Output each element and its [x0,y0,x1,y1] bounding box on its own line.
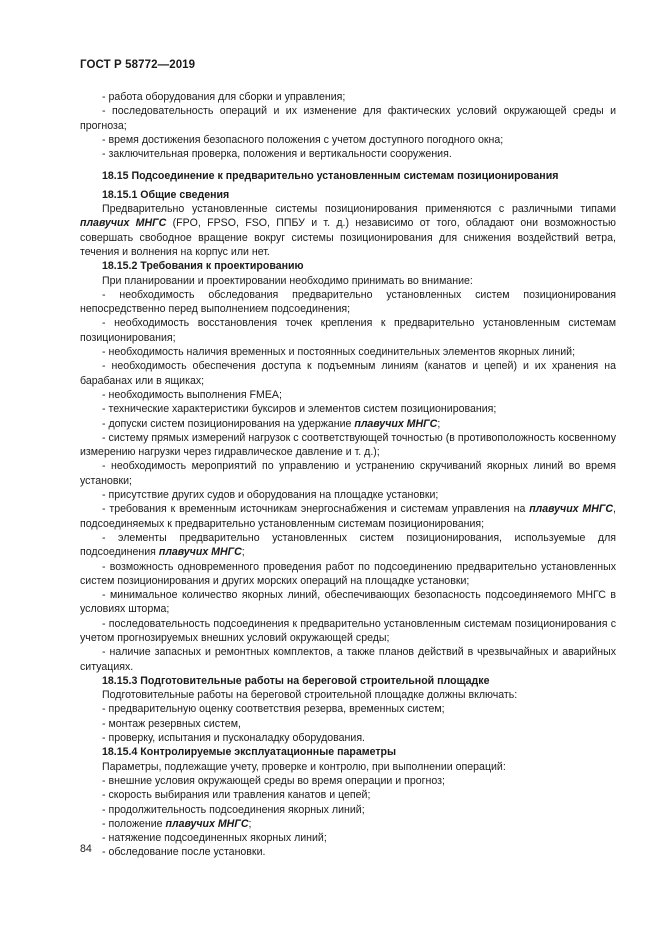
paragraph: Предварительно установленные системы позиционирования применяются с различными типами плавучих МНГС (FPO, FPSO, FSO, ППБУ и т. д.) независимо от того, обладают они возможностью совершать свободное вращение вокруг системы позиционирования для снижения воздействий ветра, течения и волнения на корпус или нет. [80,203,617,258]
list-item: - обследование после установки. [102,846,266,859]
list-item: - монтаж резервных систем, [102,717,241,730]
list-item: - технические характеристики буксиров и элементов систем позиционирования; [102,403,497,416]
list-item: - проверку, испытания и пусконаладку оборудования. [102,732,365,745]
list-item: - систему прямых измерений нагрузок с соответствующей точностью (в противоположность косвенному измерению нагрузки через гидравлическое давление и т. д.); [80,431,616,459]
page-number: 84 [80,843,92,855]
list-item: - элементы предварительно установленных систем позиционирования, используемые для подсоединения плавучих МНГС; [80,531,616,559]
subsection-heading-18-15-4: 18.15.4 Контролируемые эксплуатационные параметры [102,746,397,759]
list-item: - необходимость восстановления точек крепления к предварительно установленным системам позиционирования; [80,317,616,344]
paragraph: При планировании и проектировании необходимо принимать во внимание: [102,274,473,287]
list-item: - работа оборудования для сборки и управления; [102,91,346,103]
term-floating-mngs: плавучих МНГС [354,417,438,430]
list-item: - присутствие других судов и оборудования на площадке установки; [102,489,439,502]
section-heading-18-15: 18.15 Подсоединение к предварительно установленным системам позиционирования [102,170,559,183]
list-item: - последовательность операций и их изменение для фактических условий окружающей среды и прогноза; [80,105,616,132]
paragraph: Подготовительные работы на береговой строительной площадке должны включать: [102,689,518,702]
list-item: - заключительная проверка, положения и вертикальности сооружения. [102,148,452,161]
paragraph: Параметры, подлежащие учету, проверке и контролю, при выполнении операций: [102,760,506,773]
subsection-heading-18-15-2: 18.15.2 Требования к проектированию [102,260,304,273]
list-item: - скорость выбирания или травления канатов и цепей; [102,789,371,802]
list-item: - требования к временным источникам энергоснабжения и системам управления на плавучих МНГС, подсоединяемых к предварительно установленным системам позиционирования; [80,503,616,530]
subsection-heading-18-15-1: 18.15.1 Общие сведения [102,188,230,201]
list-item: - необходимость наличия временных и постоянных соединительных элементов якорных линий; [102,346,576,359]
list-item: - допуски систем позиционирования на удержание плавучих МНГС; [102,417,441,430]
list-item: - необходимость обеспечения доступа к подъемным линиям (канатов и цепей) и их хранения на барабанах или в ящиках; [80,360,616,387]
subsection-heading-18-15-3: 18.15.3 Подготовительные работы на береговой строительной площадке [102,674,490,687]
term-floating-mngs: плавучих МНГС [165,817,249,830]
list-item: - внешние условия окружающей среды во время операции и прогноз; [102,774,445,787]
term-floating-mngs: плавучих МНГС [80,217,167,230]
standard-header: ГОСТ Р 58772—2019 [80,59,196,71]
term-floating-mngs: плавучих МНГС [158,546,242,559]
list-item: - натяжение подсоединенных якорных линий; [102,832,327,845]
list-item: - возможность одновременного проведения работ по подсоединению предварительно установленных систем позиционирования и других морских операций на площадке установки; [80,560,616,587]
list-item: - необходимость обследования предварительно установленных систем позиционирования непосредственно перед выполнением подсоединения; [80,288,616,316]
list-item: - продолжительность подсоединения якорных линий; [102,803,365,816]
list-item: - предварительную оценку соответствия резерва, временных систем; [102,703,445,716]
list-item: - минимальное количество якорных линий, обеспечивающих безопасность подсоединяемого МНГС в условиях шторма; [80,589,616,616]
list-item: - последовательность подсоединения к предварительно установленным системам позиционирования с учетом прогнозируемых внешних условий окружающей среды; [80,617,616,644]
list-item: - положение плавучих МНГС; [102,817,252,830]
list-item: - необходимость выполнения FMEA; [102,388,282,401]
list-item: - время достижения безопасного положения с учетом доступного погодного окна; [102,133,504,146]
list-item: - необходимость мероприятий по управлению и устранению скручиваний якорных линий во время установки; [80,460,616,487]
list-item: - наличие запасных и ремонтных комплектов, а также планов действий в чрезвычайных и аварийных ситуациях. [80,646,616,673]
page-content [80,90,616,860]
term-floating-mngs: плавучих МНГС [529,503,614,516]
